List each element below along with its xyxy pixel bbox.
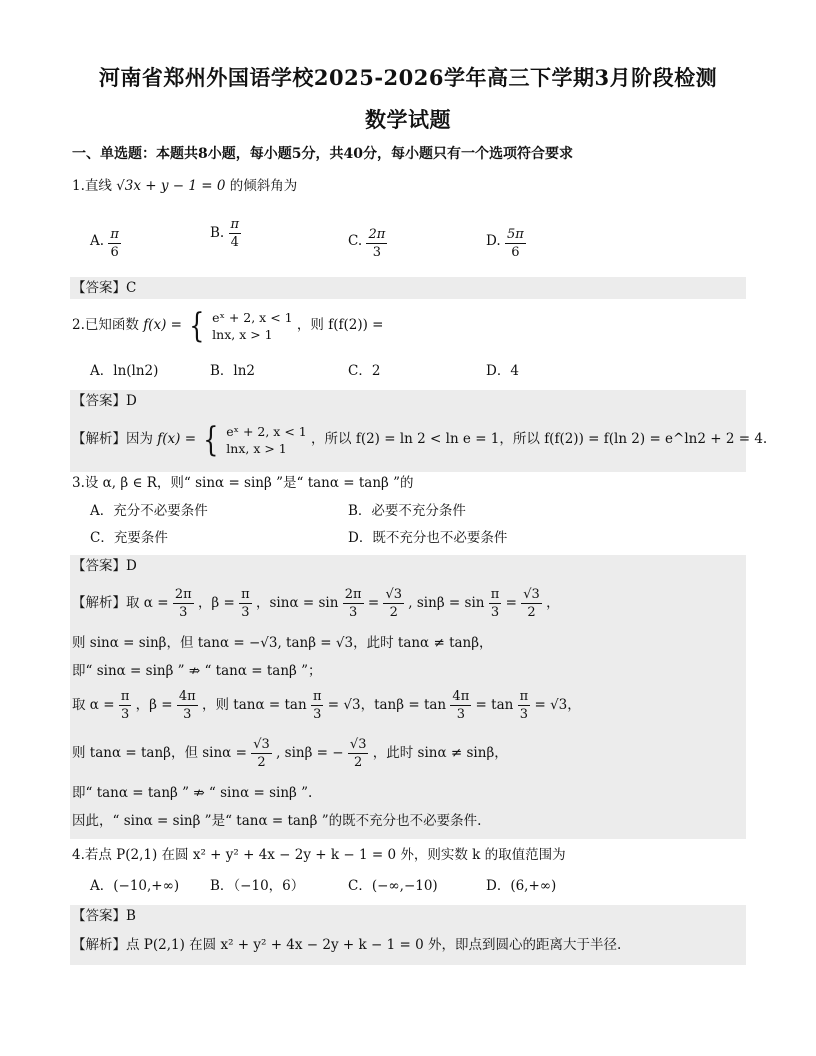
option-label: D.: [486, 233, 501, 249]
q3-option-d: D．既不充分也不必要条件: [348, 530, 508, 546]
fraction: $\frac{5\pi}{6}$: [506, 227, 524, 260]
q4-answer: 【答案】B: [72, 908, 136, 924]
fraction: $\frac{\pi}{4}$: [230, 217, 240, 250]
q4-option-b: B．（−10，6）: [210, 878, 305, 894]
q1-option-b: [210, 216, 241, 251]
q4-answer-block: [70, 905, 746, 965]
q2-option-a: A．ln(ln2): [90, 363, 159, 379]
q2-analysis: 【解析】因为 f(x) = { eˣ + 2, x < 1 lnx, x > 1 ，所以 f(2) = ln 2 < ln e = 1，所以 f(f(2)) = f(ln 2) = e^ln2 + 2 = 4.: [72, 419, 768, 460]
q1-stem-equation: √3x + y − 1 = 0: [116, 178, 226, 194]
exam-title: 河南省郑州外国语学校2025-2026学年高三下学期3月阶段检测: [98, 65, 718, 90]
q4-analysis: 【解析】点 P(2,1) 在圆 x² + y² + 4x − 2y + k − 1 = 0 外，即点到圆心的距离大于半径.: [72, 937, 622, 953]
q3-option-c: C．充要条件: [90, 530, 168, 546]
brace-glyph: {: [203, 419, 219, 460]
q3-answer: 【答案】D: [72, 558, 137, 574]
q3-analysis-line5: 则 tanα = tanβ，但 sinα = $\frac{√3}{2}$ , sinβ = − $\frac{√3}{2}$ ，此时 sinα ≠ sinβ，: [72, 737, 508, 770]
q2-stem-suffix: ，则 f(f(2)) =: [296, 317, 384, 333]
q2-answer-block: [70, 390, 768, 472]
q3-option-b: B．必要不充分条件: [348, 503, 466, 519]
q1-option-d: [486, 222, 526, 261]
q3-analysis-line3: 即“ sinα = sinβ ” ⇏ “ tanα = tanβ ”；: [72, 663, 322, 679]
q2-option-d: D．4: [486, 363, 519, 379]
q1-option-c: [348, 222, 387, 261]
q2-function: f(x) =: [143, 317, 182, 333]
q3-analysis-line7: 因此，“ sinα = sinβ ”是“ tanα = tanβ ”的既不充分也不必要条件.: [72, 813, 482, 829]
q3-analysis-line4: 取 α = $\frac{\pi}{3}$ ，β = $\frac{4\pi}{3}$ ，则 tanα = tan $\frac{\pi}{3}$ = √3，tanβ = tan $\frac{4\pi}{3}$ = tan $\frac{\pi}{3}$ = √3，: [72, 689, 581, 722]
q4-option-a: A．(−10,+∞): [90, 878, 180, 894]
piecewise-cases: eˣ + 2, x < 1 lnx, x > 1: [226, 423, 307, 456]
q1-stem-prefix: 1.直线: [72, 178, 112, 194]
piecewise-cases: eˣ + 2, x < 1 lnx, x > 1: [212, 309, 293, 342]
q2-answer: 【答案】D: [72, 393, 137, 409]
q3-analysis-line6: 即“ tanα = tanβ ” ⇏ “ sinα = sinβ ”.: [72, 785, 313, 801]
q2-stem: [72, 305, 384, 346]
q4-stem: 4.若点 P(2,1) 在圆 x² + y² + 4x − 2y + k − 1 = 0 外，则实数 k 的取值范围为: [72, 847, 566, 863]
q1-answer-block: [70, 277, 746, 299]
q3-analysis-line2: 则 sinα = sinβ，但 tanα = −√3, tanβ = √3，此时 tanα ≠ tanβ，: [72, 635, 493, 651]
q4-option-c: C．(−∞,−10): [348, 878, 438, 894]
option-label: B.: [210, 225, 225, 241]
fraction: $\frac{\pi}{6}$: [110, 227, 119, 260]
q1-answer: 【答案】C: [72, 280, 137, 296]
q2-stem-prefix: 2.已知函数: [72, 317, 139, 333]
fraction: $\frac{2\pi}{3}$: [368, 227, 386, 260]
option-label: A.: [90, 233, 105, 249]
q3-analysis-line1: 【解析】取 α = $\frac{2\pi}{3}$ ，β = $\frac{\pi}{3}$ ，sinα = sin $\frac{2\pi}{3}$ = $\frac{√3}{2}$ , sinβ = sin $\frac{\pi}{3}$ = $\frac{√3}{2}$ ，: [72, 587, 560, 620]
q1-option-a: [90, 222, 121, 261]
q1-stem-suffix: 的倾斜角为: [229, 178, 298, 194]
q4-option-d: D．(6,+∞): [486, 878, 557, 894]
section-heading: 一、单选题：本题共8小题，每小题5分，共40分，每小题只有一个选项符合要求: [72, 146, 573, 162]
exam-subtitle: 数学试题: [365, 107, 451, 132]
brace-glyph: {: [189, 305, 205, 346]
option-label: C.: [348, 233, 363, 249]
q1-stem: [72, 176, 297, 196]
q3-option-a: A．充分不必要条件: [90, 503, 208, 519]
q2-option-b: B．ln2: [210, 363, 256, 379]
q3-answer-block: [70, 555, 746, 839]
q3-stem: 3.设 α, β ∈ R，则“ sinα = sinβ ”是“ tanα = tanβ ”的: [72, 475, 414, 491]
q2-option-c: C．2: [348, 363, 381, 379]
